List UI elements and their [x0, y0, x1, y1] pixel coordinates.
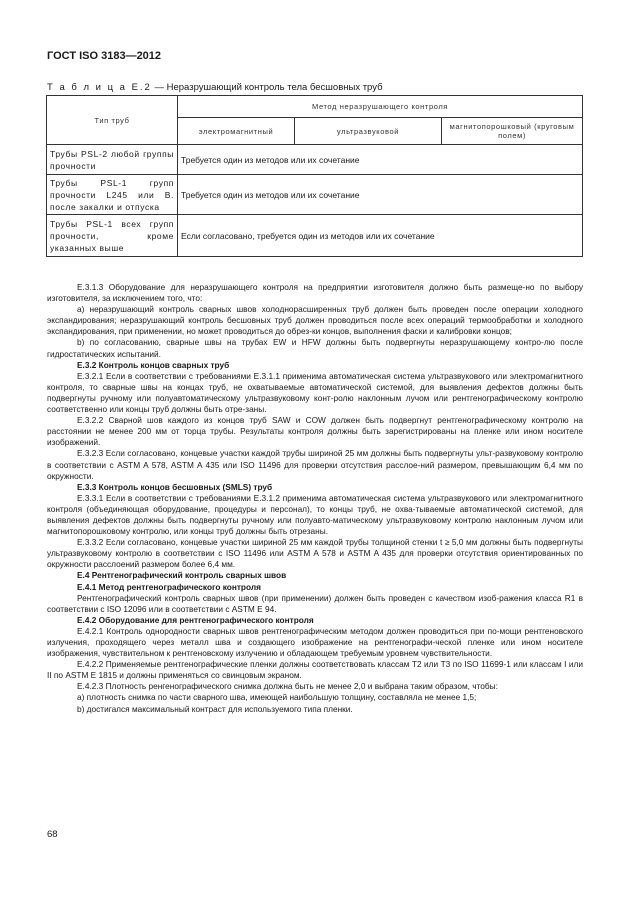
- paragraph: E.3.3.2 Если согласовано, концевые участки шириной 25 мм каждой трубы толщиной стенки t ≥ 5,0 мм должны быть подвергнуты ультразвуковому контролю в соответствии с ISO 11496 или ASTM A 578 и ASTM A 435 для проверки отсутствия ориентированных по окружности расслоений размером более 6,4 мм.: [47, 537, 583, 570]
- row-value: Требуется один из методов или их сочетание: [178, 145, 583, 175]
- body-text: [47, 282, 583, 715]
- paragraph: E.3.2.2 Сварной шов каждого из концов труб SAW и COW должен быть подвергнут рентгенографическому контролю на расстоянии не менее 200 мм от торца трубы. Результаты контроля должны быть зарегистрированы на пленке или ином носителе изображений.: [47, 415, 583, 448]
- section-heading: E.3.2 Контроль концов сварных труб: [77, 359, 230, 370]
- paragraph: E.4.2.1 Контроль однородности сварных швов рентгенографическим методом должен проводиться при по-мощи рентгеновского излучения, проходящего через металл шва и создающего изображение на рентгенографи-ческой пленке или ином носителе изображения, чувствительном к рентгеновскому излучению и обладающем требуемым уровнем чувствительности.: [47, 625, 583, 659]
- paragraph: E.4.2.2 Применяемые рентгенографические пленки должны соответствовать классам T2 или T3 по ISO 11699-1 или классам I или II по ASTM E 1815 и должны применяться со свинцовым экраном.: [47, 659, 583, 681]
- row-type: Трубы PSL-1 всех групп прочности, кроме указанных выше: [47, 215, 178, 257]
- paragraph: E.4.2.3 Плотность ренгенографического снимка должна быть не менее 2,0 и выбрана таким образом, чтобы:: [77, 681, 498, 692]
- section-heading: E.4.2 Оборудование для рентгенографического контроля: [77, 614, 314, 625]
- row-type: Трубы PSL-2 любой группы прочности: [47, 145, 178, 175]
- paragraph: E.3.1.3 Оборудование для неразрушающего контроля на предприятии изготовителя должно быть размеще-но по выбору изготовителя, за исключением того, что:: [47, 282, 583, 304]
- row-value: Если согласовано, требуется один из методов или их сочетание: [178, 215, 583, 257]
- list-item: b) по согласованию, сварные швы на трубах EW и HFW должны быть подвергнуты неразрушающему контро-лю после гидростатических испытаний.: [47, 337, 583, 359]
- paragraph: E.3.2.3 Если согласовано, концевые участки каждой трубы шириной 25 мм должны быть подвергнуты ульт-развуковому контролю в соответствии с ASTM A 578, ASTM A 435 или ISO 11496 для проверки отсутствия расслое-ний размером, превышающим 6,4 мм по окружности.: [47, 448, 583, 481]
- row-value: Требуется один из методов или их сочетание: [178, 175, 583, 215]
- paragraph: Рентгенографический контроль сварных швов (при применении) должен быть проведен с качеством изоб-ражения класса R1 в соответствии с ISO 12096 или в соответствии с ASTM E 94.: [47, 592, 583, 614]
- row-type: Трубы PSL-1 групп прочности L245 или B. после закалки и отпуска: [47, 175, 178, 215]
- sub-header-mt: магнитопорошковый (круговым полем): [442, 118, 583, 145]
- table-caption: Т а б л и ц а E.2 — Неразрушающий контроль тела бесшовных труб: [47, 82, 383, 93]
- paragraph: E.3.2.1 Если в соответствии с требованиями E.3.1.1 применима автоматическая система ультразвукового или электромагнитного контроля, то сварные швы на концах труб, не охватываемые автоматической системой, для выявления дефектов должны быть подвергнуты ручному или полуавтоматическому ультразвуковому конт-ролю наклонным лучом или рентгенографическому контролю соответственно или концы труб должны быть отре-заны.: [47, 370, 583, 415]
- section-heading: E.4 Рентгенографический контроль сварных швов: [77, 570, 287, 581]
- document-header: ГОСТ ISO 3183—2012: [47, 50, 162, 62]
- list-item: a) неразрушающий контроль сварных швов холоднорасширенных труб должен быть проведен после операции холодного экспандирования; неразрушающий контроль бесшовных труб должен проводиться после всех операций термообработки и холодного экспандирования, при применении, но может проводиться до обрез-ки концов, выполнения фаски и калибровки концов;: [47, 304, 583, 337]
- section-heading: E.3.3 Контроль концов бесшовных (SMLS) труб: [77, 481, 273, 492]
- paragraph: E.3.3.1 Если в соответствии с требованиями E.3.1.2 применима автоматическая система ультразвукового или электромагнитного контроля (объединяющая оборудование, процедуры и персонал), то концы труб, не охва-тываемые автоматической системой, для выявления дефектов должны быть подвергнуты ручному или полуавто-матическому ультразвуковому контролю наклонным лучом или магнитопорошковому контролю, или концы труб должны быть отрезаны.: [47, 492, 583, 537]
- ndt-table: [46, 95, 583, 257]
- sub-header-ut: ультразвуковой: [295, 118, 442, 145]
- section-heading: E.4.1 Метод рентгенографического контроля: [77, 581, 261, 592]
- list-item: a) плотность снимка по части сварного шва, имеющей наибольшую толщину, составляла не менее 1,5;: [77, 692, 477, 703]
- page-number: 68: [47, 829, 58, 840]
- col-header-type: Тип труб: [47, 96, 178, 145]
- group-header: Метод неразрушающего контроля: [178, 96, 583, 118]
- sub-header-em: электромагнитный: [178, 118, 295, 145]
- list-item: b) достигался максимальный контраст для используемого типа пленки.: [77, 703, 353, 714]
